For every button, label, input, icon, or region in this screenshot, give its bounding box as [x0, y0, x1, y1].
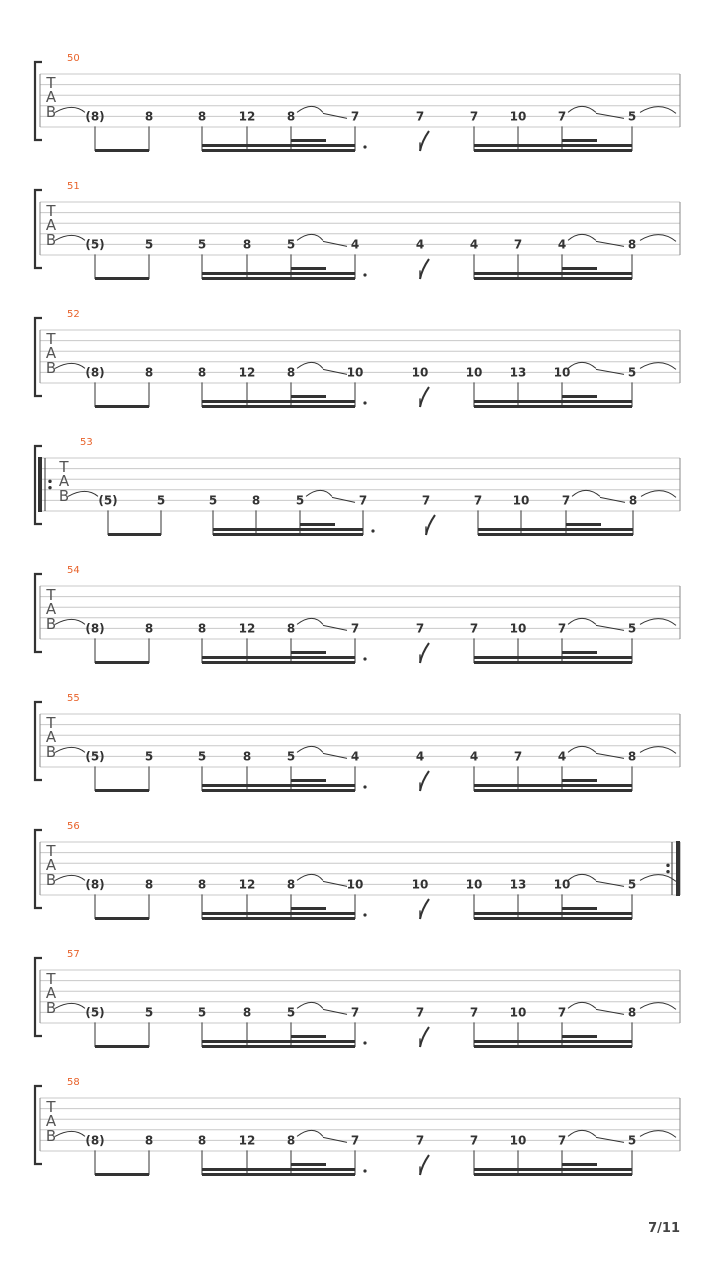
fret-number: 8	[197, 1133, 207, 1148]
tie	[568, 362, 596, 368]
beam	[202, 277, 355, 280]
fret-number: 4	[469, 749, 479, 764]
fret-number: 10	[411, 365, 429, 380]
fret-number: 12	[238, 1133, 256, 1148]
beam	[474, 1045, 632, 1048]
fret-number: 12	[238, 365, 256, 380]
beam	[562, 779, 597, 782]
tab-system-53	[35, 437, 680, 536]
fret-number: 7	[421, 493, 431, 508]
fret-number: 10	[509, 621, 527, 636]
tab-system-51	[35, 181, 680, 280]
fret-number: 5	[197, 1005, 207, 1020]
fret-number: 8	[197, 109, 207, 124]
beam	[562, 907, 597, 910]
tab-clef-a: A	[45, 88, 57, 106]
flag	[420, 387, 429, 407]
beam	[202, 1173, 355, 1176]
beam	[95, 149, 149, 152]
measure-number: 58	[67, 1077, 80, 1088]
beam	[474, 149, 632, 152]
fret-number: 10	[465, 365, 483, 380]
rhythm-dot	[363, 145, 366, 148]
flag	[420, 1027, 429, 1047]
tie	[297, 234, 323, 240]
tab-system-52	[35, 309, 680, 408]
fret-number: 10	[465, 877, 483, 892]
fret-number: (5)	[85, 749, 105, 764]
tab-clef-t: T	[46, 202, 56, 220]
flag	[420, 771, 429, 791]
beam	[474, 277, 632, 280]
beam	[95, 1173, 149, 1176]
tab-system-55	[35, 693, 680, 792]
beam	[95, 1045, 149, 1048]
tie-in	[55, 1131, 85, 1136]
beam	[474, 784, 632, 787]
fret-number: 8	[242, 749, 252, 764]
repeat-end-thick	[676, 841, 680, 896]
fret-number: 7	[513, 749, 523, 764]
repeat-dot	[666, 864, 669, 867]
beam	[202, 912, 355, 915]
fret-number: 5	[208, 493, 218, 508]
fret-number: 8	[286, 621, 296, 636]
measure-number: 52	[67, 309, 80, 320]
measure-number: 55	[67, 693, 80, 704]
beam	[202, 1168, 355, 1171]
tab-clef-a: A	[45, 216, 57, 234]
tab-system-58	[35, 1077, 680, 1176]
rhythm-dot	[363, 401, 366, 404]
rhythm-dot	[363, 785, 366, 788]
beam	[562, 267, 597, 270]
tie	[568, 234, 596, 240]
fret-number: 8	[286, 109, 296, 124]
beam	[474, 917, 632, 920]
fret-number: 8	[144, 877, 154, 892]
fret-number: 8	[286, 1133, 296, 1148]
tab-clef-b: B	[45, 871, 57, 889]
beam	[474, 661, 632, 664]
tie-out	[640, 235, 676, 242]
beam	[474, 1040, 632, 1043]
fret-number: 8	[144, 1133, 154, 1148]
tie-out	[640, 1131, 676, 1138]
fret-number: 5	[627, 1133, 637, 1148]
fret-number: 7	[469, 1005, 479, 1020]
tab-clef-t: T	[46, 74, 56, 92]
tie-in	[55, 235, 85, 240]
beam	[474, 400, 632, 403]
beam	[95, 277, 149, 280]
fret-number: 4	[415, 749, 425, 764]
beam	[202, 917, 355, 920]
tab-clef-t: T	[46, 714, 56, 732]
beam	[202, 272, 355, 275]
fret-number: 7	[469, 109, 479, 124]
beam	[474, 405, 632, 408]
beam	[291, 1163, 326, 1166]
beam	[566, 523, 601, 526]
fret-number: 7	[557, 109, 567, 124]
tab-clef-b: B	[45, 743, 57, 761]
fret-number: 7	[473, 493, 483, 508]
fret-number: 8	[627, 1005, 637, 1020]
fret-number: 7	[415, 1005, 425, 1020]
beam	[291, 651, 326, 654]
fret-number: 10	[512, 493, 530, 508]
beam	[562, 1035, 597, 1038]
fret-number: 10	[553, 365, 571, 380]
fret-number: 5	[144, 237, 154, 252]
tab-clef-b: B	[45, 359, 57, 377]
fret-number: 5	[627, 621, 637, 636]
beam	[108, 533, 161, 536]
tab-clef-a: A	[45, 600, 57, 618]
flag	[420, 259, 429, 279]
beam	[291, 267, 326, 270]
fret-number: 10	[509, 1133, 527, 1148]
fret-number: (5)	[85, 237, 105, 252]
fret-number: 12	[238, 621, 256, 636]
tab-clef-a: A	[45, 984, 57, 1002]
tab-clef-a: A	[58, 472, 70, 490]
fret-number: 13	[509, 877, 527, 892]
fret-number: 4	[350, 237, 360, 252]
tab-clef-b: B	[45, 615, 57, 633]
flag	[426, 515, 435, 535]
fret-number: 5	[295, 493, 305, 508]
fret-number: 5	[156, 493, 166, 508]
fret-number: 4	[557, 237, 567, 252]
tab-clef-b: B	[58, 487, 70, 505]
fret-number: 7	[358, 493, 368, 508]
beam	[202, 789, 355, 792]
repeat-dot	[48, 480, 51, 483]
fret-number: 10	[509, 109, 527, 124]
flag	[420, 899, 429, 919]
tie	[297, 1130, 323, 1136]
tie	[297, 746, 323, 752]
beam	[202, 405, 355, 408]
tab-clef-t: T	[46, 842, 56, 860]
fret-number: 4	[415, 237, 425, 252]
tab-clef-t: T	[59, 458, 69, 476]
fret-number: 8	[144, 621, 154, 636]
fret-number: 5	[144, 749, 154, 764]
tab-clef-t: T	[46, 330, 56, 348]
tie	[297, 618, 323, 624]
fret-number: 7	[350, 1005, 360, 1020]
tie-out	[641, 491, 676, 498]
fret-number: 8	[197, 365, 207, 380]
tab-clef-a: A	[45, 728, 57, 746]
fret-number: 7	[350, 109, 360, 124]
fret-number: 7	[350, 1133, 360, 1148]
fret-number: 8	[144, 109, 154, 124]
tie-in	[55, 747, 85, 752]
fret-number: 5	[627, 109, 637, 124]
fret-number: 7	[557, 621, 567, 636]
beam	[562, 139, 597, 142]
measure-number: 51	[67, 181, 80, 192]
rhythm-dot	[363, 913, 366, 916]
beam	[474, 912, 632, 915]
tab-clef-t: T	[46, 970, 56, 988]
fret-number: 7	[469, 621, 479, 636]
fret-number: 10	[346, 365, 364, 380]
fret-number: 8	[242, 237, 252, 252]
beam	[202, 656, 355, 659]
fret-number: 7	[350, 621, 360, 636]
fret-number: 5	[144, 1005, 154, 1020]
beam	[202, 784, 355, 787]
beam	[291, 1035, 326, 1038]
beam	[291, 907, 326, 910]
fret-number: 12	[238, 877, 256, 892]
measure-number: 56	[67, 821, 80, 832]
fret-number: 8	[242, 1005, 252, 1020]
fret-number: 12	[238, 109, 256, 124]
beam	[562, 651, 597, 654]
fret-number: 5	[286, 749, 296, 764]
flag	[420, 643, 429, 663]
beam	[474, 789, 632, 792]
tab-clef-a: A	[45, 856, 57, 874]
beam	[474, 656, 632, 659]
beam	[291, 139, 326, 142]
fret-number: 10	[346, 877, 364, 892]
fret-number: 7	[557, 1133, 567, 1148]
tie	[568, 746, 596, 752]
measure-number: 53	[80, 437, 93, 448]
beam	[474, 144, 632, 147]
beam	[300, 523, 335, 526]
beam	[202, 1040, 355, 1043]
fret-number: (8)	[85, 109, 105, 124]
tie-in	[55, 875, 85, 880]
tab-clef-b: B	[45, 1127, 57, 1145]
tab-clef-b: B	[45, 103, 57, 121]
fret-number: 7	[469, 1133, 479, 1148]
tie	[297, 1002, 323, 1008]
tab-clef-b: B	[45, 999, 57, 1017]
fret-number: (5)	[85, 1005, 105, 1020]
tie	[568, 106, 596, 112]
tie-out	[640, 1003, 676, 1010]
fret-number: 4	[350, 749, 360, 764]
beam	[474, 1173, 632, 1176]
fret-number: 7	[513, 237, 523, 252]
fret-number: 5	[286, 1005, 296, 1020]
fret-number: 4	[469, 237, 479, 252]
fret-number: 8	[627, 237, 637, 252]
fret-number: 8	[628, 493, 638, 508]
flag	[420, 131, 429, 151]
beam	[202, 400, 355, 403]
tab-system-50	[35, 53, 680, 152]
rhythm-dot	[363, 657, 366, 660]
rhythm-dot	[371, 529, 374, 532]
beam	[95, 917, 149, 920]
rhythm-dot	[363, 273, 366, 276]
fret-number: 7	[415, 621, 425, 636]
measure-number: 50	[67, 53, 80, 64]
tie-out	[640, 619, 676, 626]
repeat-start-thick	[38, 457, 42, 512]
measure-number: 54	[67, 565, 80, 576]
beam	[478, 528, 633, 531]
beam	[202, 144, 355, 147]
fret-number: 10	[553, 877, 571, 892]
beam	[291, 395, 326, 398]
fret-number: 8	[197, 877, 207, 892]
rhythm-dot	[363, 1041, 366, 1044]
beam	[291, 779, 326, 782]
tie-out	[640, 875, 676, 882]
tie-in	[68, 491, 98, 496]
fret-number: 13	[509, 365, 527, 380]
beam	[562, 1163, 597, 1166]
tie	[297, 362, 323, 368]
tab-clef-a: A	[45, 344, 57, 362]
fret-number: 7	[557, 1005, 567, 1020]
fret-number: (8)	[85, 877, 105, 892]
beam	[95, 789, 149, 792]
tab-clef-a: A	[45, 1112, 57, 1130]
beam	[202, 661, 355, 664]
fret-number: 10	[509, 1005, 527, 1020]
fret-number: 7	[415, 109, 425, 124]
tab-clef-t: T	[46, 1098, 56, 1116]
beam	[95, 405, 149, 408]
fret-number: 8	[286, 877, 296, 892]
tie	[568, 1002, 596, 1008]
beam	[95, 661, 149, 664]
fret-number: 5	[627, 877, 637, 892]
beam	[478, 533, 633, 536]
tie	[306, 490, 332, 496]
tab-clef-t: T	[46, 586, 56, 604]
tab-system-54	[35, 565, 680, 664]
fret-number: 8	[197, 621, 207, 636]
repeat-dot	[48, 486, 51, 489]
tie-out	[640, 107, 676, 114]
fret-number: (5)	[98, 493, 118, 508]
fret-number: (8)	[85, 365, 105, 380]
beam	[202, 1045, 355, 1048]
fret-number: 10	[411, 877, 429, 892]
tie	[568, 618, 596, 624]
beam	[202, 149, 355, 152]
tie-in	[55, 107, 85, 112]
beam	[213, 528, 363, 531]
fret-number: 5	[197, 237, 207, 252]
tie	[572, 490, 600, 496]
tie-in	[55, 363, 85, 368]
tie-in	[55, 619, 85, 624]
beam	[213, 533, 363, 536]
flag	[420, 1155, 429, 1175]
fret-number: 5	[286, 237, 296, 252]
tie-in	[55, 1003, 85, 1008]
tie	[297, 106, 323, 112]
fret-number: 5	[197, 749, 207, 764]
beam	[474, 272, 632, 275]
tie-out	[640, 363, 676, 370]
measure-number: 57	[67, 949, 80, 960]
fret-number: 4	[557, 749, 567, 764]
tab-system-57	[35, 949, 680, 1048]
beam	[474, 1168, 632, 1171]
tab-clef-b: B	[45, 231, 57, 249]
fret-number: 7	[561, 493, 571, 508]
fret-number: 8	[627, 749, 637, 764]
page-number: 7/11	[648, 1221, 680, 1236]
tie-out	[640, 747, 676, 754]
fret-number: 5	[627, 365, 637, 380]
repeat-dot	[666, 870, 669, 873]
tab-system-56	[35, 821, 680, 920]
fret-number: (8)	[85, 621, 105, 636]
tie	[297, 874, 323, 880]
rhythm-dot	[363, 1169, 366, 1172]
fret-number: 8	[286, 365, 296, 380]
tie	[568, 874, 596, 880]
tie	[568, 1130, 596, 1136]
fret-number: (8)	[85, 1133, 105, 1148]
beam	[562, 395, 597, 398]
fret-number: 7	[415, 1133, 425, 1148]
fret-number: 8	[144, 365, 154, 380]
fret-number: 8	[251, 493, 261, 508]
